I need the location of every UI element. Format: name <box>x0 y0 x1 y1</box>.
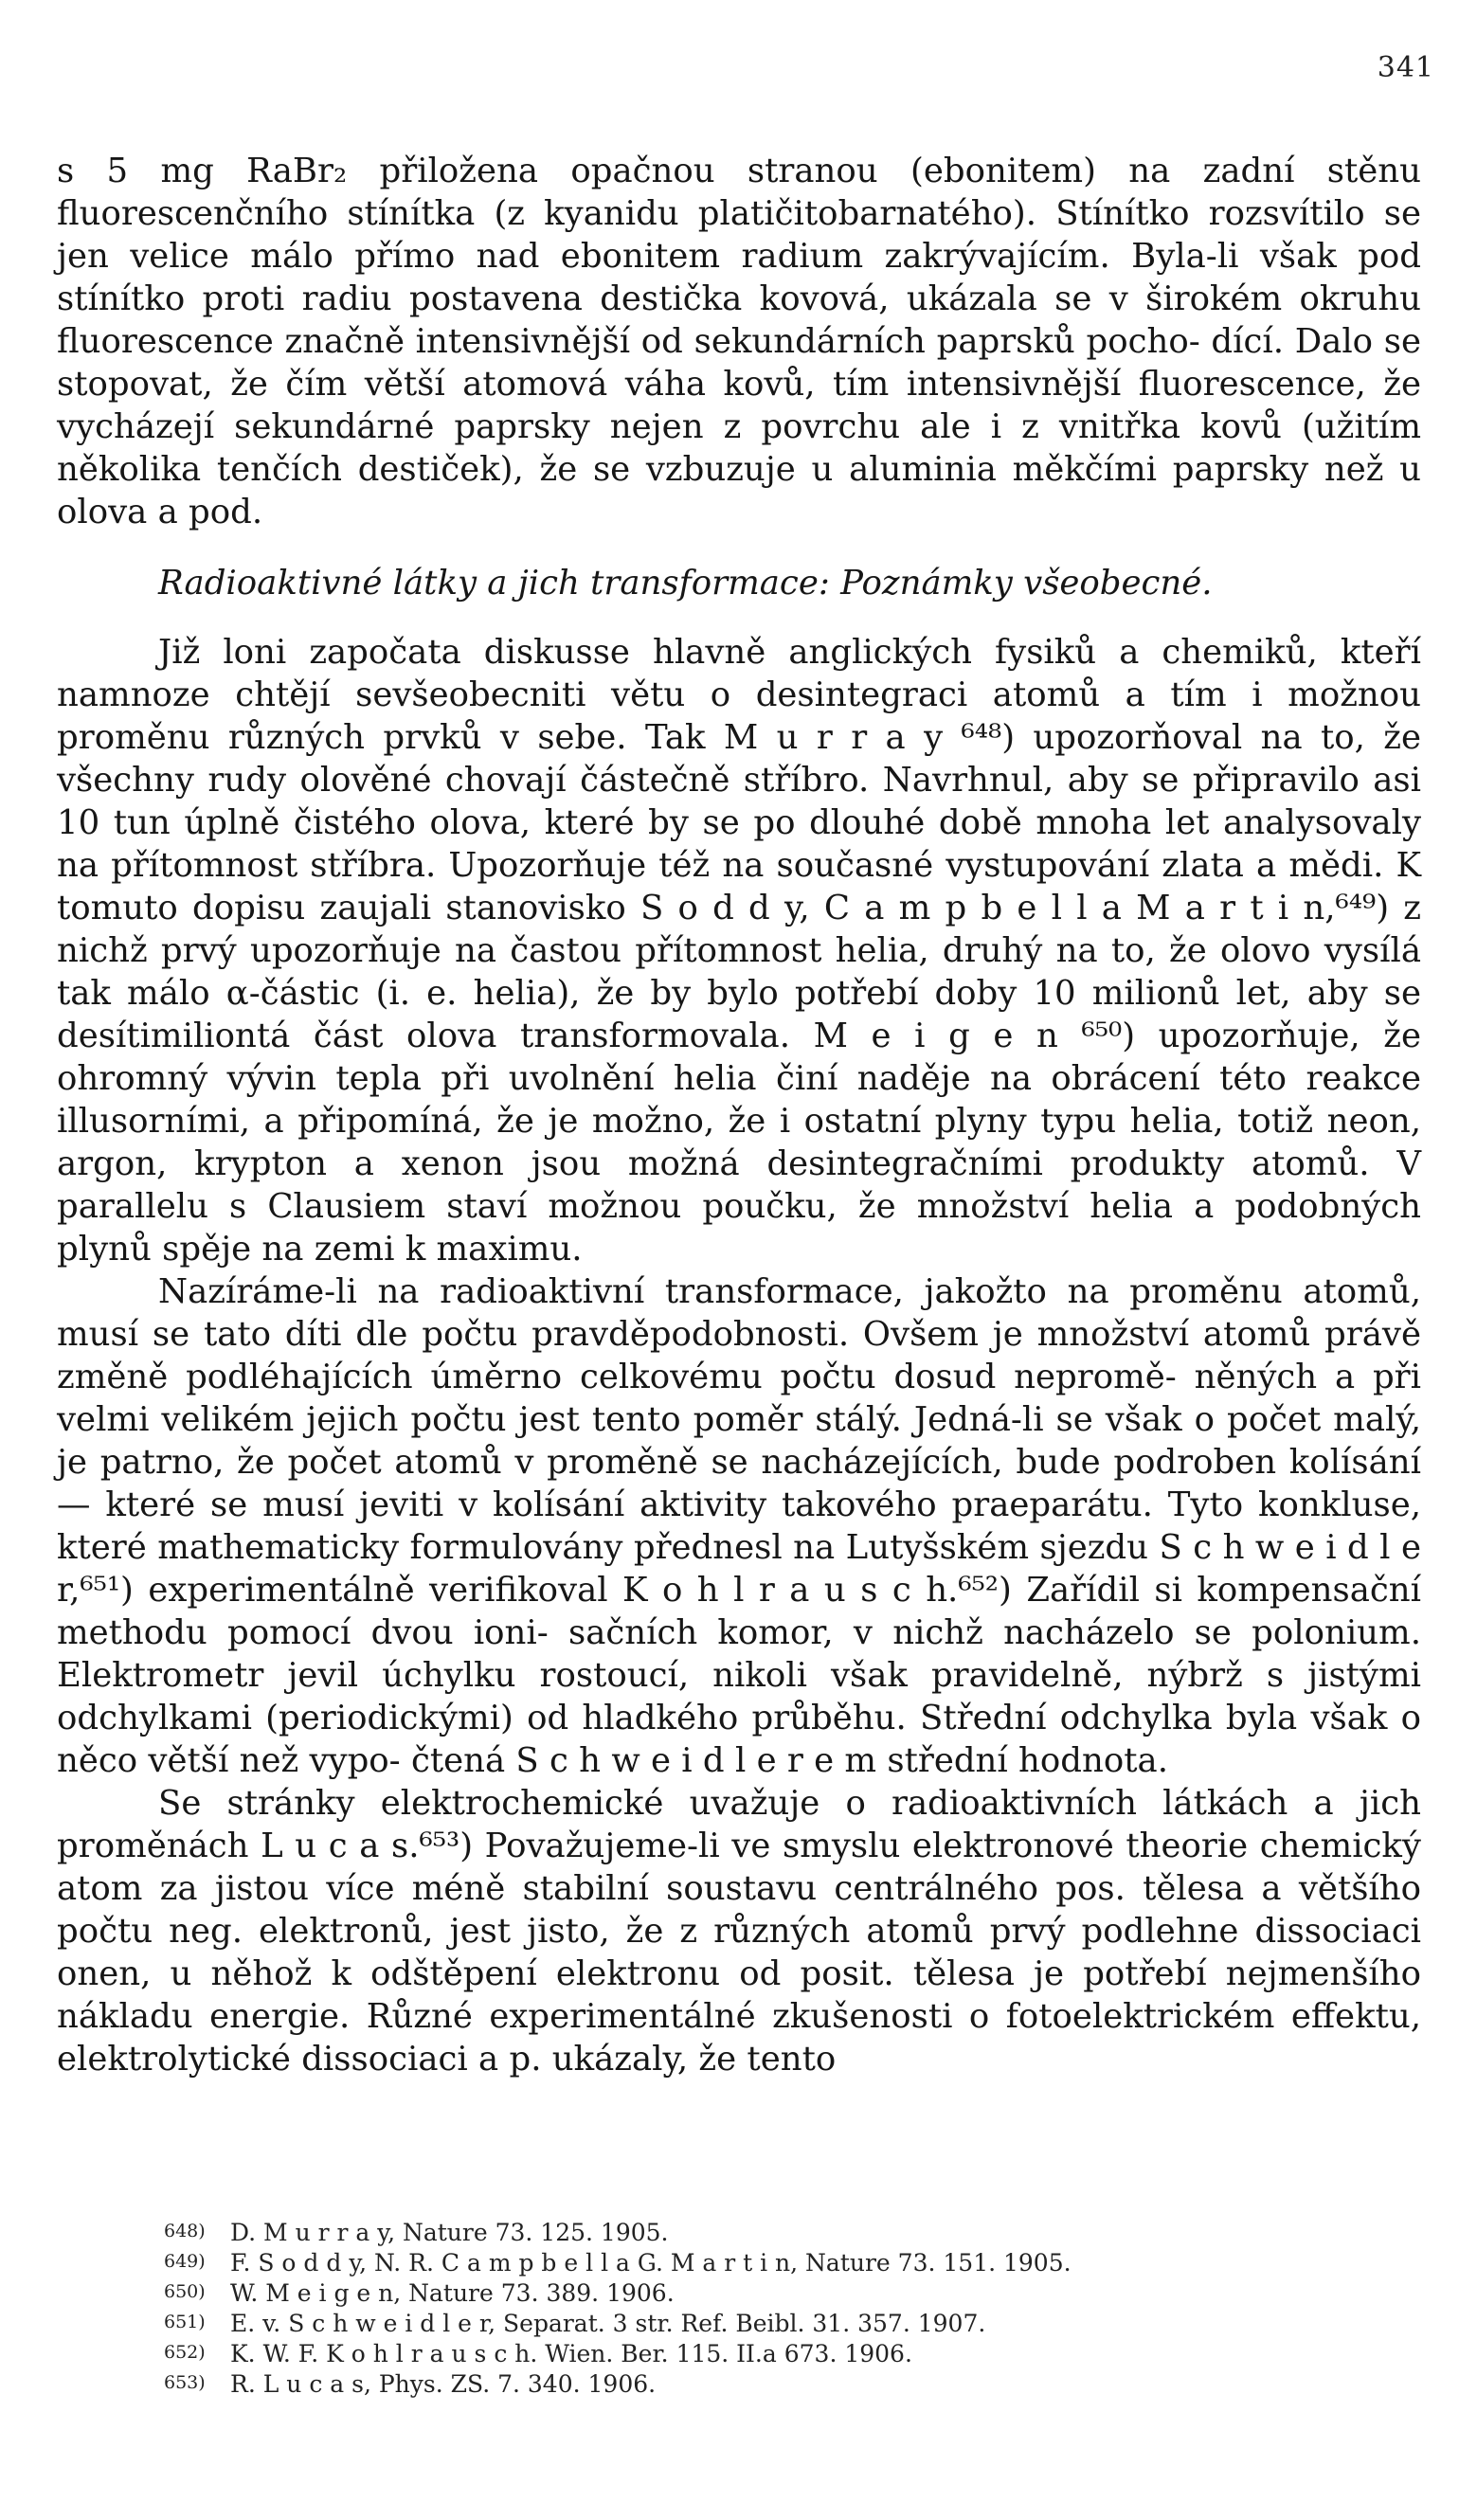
footnote <box>164 2368 1424 2399</box>
footnote <box>164 2217 1424 2247</box>
section-heading: Radioaktivné látky a jich transformace: Poznámky všeobecné. <box>158 564 1213 603</box>
page <box>57 38 1434 2501</box>
footnote-text: F. S o d d y, N. R. C a m p b e l l a G. M a r t i n, Nature 73. 151. 1905. <box>230 2249 1072 2277</box>
footnote <box>164 2308 1424 2338</box>
footnote-text: E. v. S c h w e i d l e r, Separat. 3 str. Ref. Beibl. 31. 357. 1907. <box>230 2310 986 2337</box>
paragraph-electrochemical: Se stránky elektrochemické uvažuje o radioaktivních látkách a jich proměnách L u c a s.⁶⁵³) Považujeme-li ve smyslu elektronové theorie chemický atom za jistou více méně stabilní soustavu centrálného pos. tělesa a většího počtu neg. elektronů, jest jisto, že z různých atomů prvý podlehne dissociaci onen, u něhož k odštěpení elektronu od posit. tělesa je potřebí nejmenšího nákladu energie. Různé experimentálné zkušenosti o fotoelektrickém effektu, elektrolytické dissociaci a p. ukázaly, že tento <box>57 1784 1421 2079</box>
body-text <box>57 150 1421 2080</box>
paragraph-discussion: Již loni započata diskusse hlavně anglických fysiků a chemiků, kteří namnoze chtějí sevšeobecniti větu o desintegraci atomů a tím i možnou proměnu různých prvků v sebe. Tak M u r r a y ⁶⁴⁸) upozorňoval na to, že všechny rudy olověné chovají částečně stříbro. Navrhnul, aby se připravilo asi 10 tun úplně čistého olova, které by se po dlouhé době mnoha let analysovaly na přítomnost stříbra. Upozorňuje též na současné vystupování zlata a mědi. K tomuto dopisu zaujali stanovisko S o d d y, C a m p b e l l a M a r t i n,⁶⁴⁹) z nichž prvý upozorňuje na častou přítomnost helia, druhý na to, že olovo vysílá tak málo α-částic (i. e. helia), že by bylo potřebí doby 10 milionů let, aby se desítimiliontá část olova transformovala. M e i g e n ⁶⁵⁰) upozorňuje, že ohromný vývin tepla při uvolnění helia činí naděje na obrácení této reakce illusorními, a připomíná, že je možno, že i ostatní plyny typu helia, totiž neon, argon, krypton a xenon jsou možná desintegračními produkty atomů. V parallelu s Clausiem staví možnou poučku, že množství helia a podobných plynů spěje na zemi k maximu. <box>57 633 1421 1269</box>
footnotes <box>164 2217 1424 2399</box>
footnote <box>164 2247 1424 2277</box>
paragraph-probability: Nazíráme-li na radioaktivní transformace, jakožto na proměnu atomů, musí se tato díti dle počtu pravděpodobnosti. Ovšem je množství atomů právě změně podléhajících úměrno celkovému počtu dosud nepromě- něných a při velmi velikém jejich počtu jest tento poměr stálý. Jedná-li se však o počet malý, je patrno, že počet atomů v proměně se nacházejících, bude podroben kolísání — které se musí jeviti v kolísání aktivity takového praeparátu. Tyto konkluse, které mathematicky formulovány přednesl na Lutyšském sjezdu S c h w e i d l e r,⁶⁵¹) experimentálně verifikoval K o h l r a u s c h.⁶⁵²) Zařídil si kompensační methodu pomocí dvou ioni- sačních komor, v nichž nacházelo se polonium. Elektrometr jevil úchylku rostoucí, nikoli však pravidelně, nýbrž s jistými odchylkami (periodickými) od hladkého průběhu. Střední odchylka byla však o něco větší než vypo- čtená S c h w e i d l e r e m střední hodnota. <box>57 1272 1421 1780</box>
footnote-mark: 651) <box>164 2312 206 2332</box>
footnote-text: W. M e i g e n, Nature 73. 389. 1906. <box>230 2279 675 2307</box>
footnote-text: K. W. F. K o h l r a u s c h. Wien. Ber. 115. II.a 673. 1906. <box>230 2340 912 2367</box>
page-number: 341 <box>1377 51 1434 84</box>
footnote-mark: 650) <box>164 2281 206 2302</box>
footnote-text: R. L u c a s, Phys. ZS. 7. 340. 1906. <box>230 2370 657 2398</box>
footnote-mark: 653) <box>164 2372 206 2393</box>
footnote-mark: 652) <box>164 2342 206 2363</box>
paragraph-continuation: s 5 mg RaBr₂ přiložena opačnou stranou (ebonitem) na zadní stěnu fluorescenčního stínítka (z kyanidu platičitobarnatého). Stínítko rozsvítilo se jen velice málo přímo nad ebonitem radium zakrývajícím. Byla-li však pod stínítko proti radiu postavena destička kovová, ukázala se v širokém okruhu fluorescence značně intensivnější od sekundárních paprsků pocho- dící. Dalo se stopovat, že čím větší atomová váha kovů, tím intensivnější fluorescence, že vycházejí sekundárné paprsky nejen z povrchu ale i z vnitřka kovů (užitím několika tenčích destiček), že se vzbuzuje u aluminia měkčími paprsky než u olova a pod. <box>57 152 1421 531</box>
footnote-mark: 648) <box>164 2221 206 2241</box>
footnote <box>164 2338 1424 2368</box>
footnote <box>164 2277 1424 2308</box>
footnote-text: D. M u r r a y, Nature 73. 125. 1905. <box>230 2219 669 2246</box>
footnote-mark: 649) <box>164 2251 206 2272</box>
